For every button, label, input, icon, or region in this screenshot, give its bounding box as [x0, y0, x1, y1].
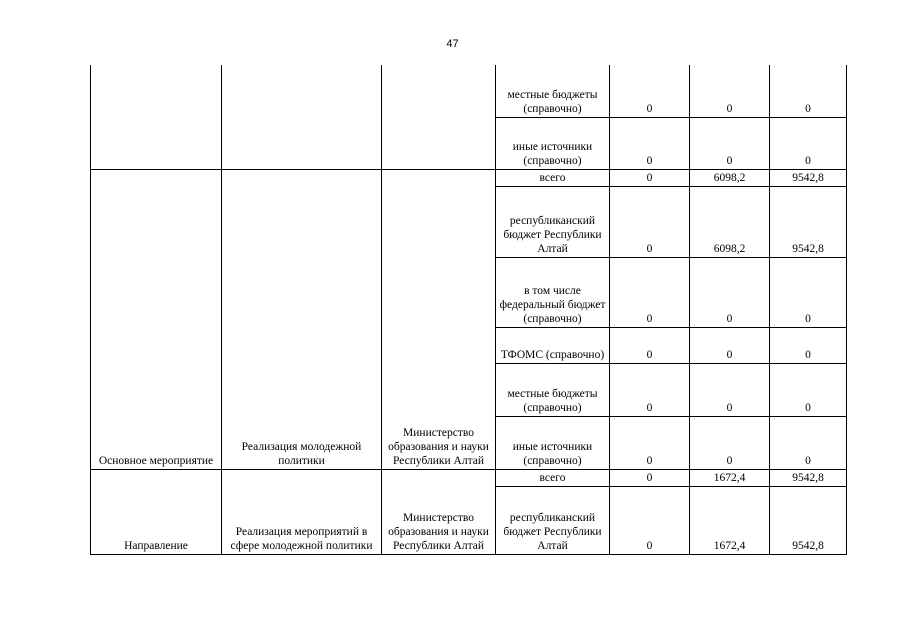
value-cell: 0 [610, 186, 690, 257]
value-cell: 6098,2 [690, 169, 770, 186]
page-number: 47 [446, 38, 459, 50]
value-cell: 1672,4 [690, 486, 770, 554]
value-cell: 0 [610, 327, 690, 363]
value-cell: 0 [610, 257, 690, 327]
value-cell: 0 [690, 117, 770, 169]
value-cell: 9542,8 [770, 169, 847, 186]
funding-source-cell: республиканский бюджет Республики Алтай [496, 186, 610, 257]
table-row [91, 469, 847, 486]
value-cell: 0 [770, 416, 847, 469]
value-cell: 0 [690, 257, 770, 327]
value-cell: 0 [770, 65, 847, 117]
value-cell: 0 [770, 117, 847, 169]
table-row [91, 65, 847, 117]
funding-source-cell: местные бюджеты (справочно) [496, 65, 610, 117]
value-cell: 9542,8 [770, 469, 847, 486]
value-cell: 0 [690, 327, 770, 363]
activity-type-cell: Направление [91, 469, 222, 554]
value-cell: 0 [690, 363, 770, 416]
value-cell: 0 [770, 363, 847, 416]
funding-source-cell: республиканский бюджет Республики Алтай [496, 486, 610, 554]
value-cell: 0 [770, 327, 847, 363]
funding-source-cell: местные бюджеты (справочно) [496, 363, 610, 416]
activity-type-cell [91, 65, 222, 169]
value-cell: 9542,8 [770, 186, 847, 257]
funding-source-cell: в том числе федеральный бюджет (справочно) [496, 257, 610, 327]
funding-source-cell: всего [496, 169, 610, 186]
value-cell: 0 [690, 416, 770, 469]
activity-type-cell: Основное мероприятие [91, 169, 222, 469]
executor-cell: Министерство образования и науки Республики Алтай [382, 169, 496, 469]
activity-name-cell: Реализация молодежной политики [222, 169, 382, 469]
budget-table [90, 65, 847, 555]
value-cell: 0 [610, 416, 690, 469]
value-cell: 0 [610, 65, 690, 117]
funding-source-cell: всего [496, 469, 610, 486]
funding-source-cell: иные источники (справочно) [496, 416, 610, 469]
value-cell: 0 [610, 169, 690, 186]
value-cell: 0 [610, 117, 690, 169]
activity-name-cell: Реализация мероприятий в сфере молодежной политики [222, 469, 382, 554]
table-row [91, 169, 847, 186]
value-cell: 0 [610, 469, 690, 486]
value-cell: 0 [770, 257, 847, 327]
value-cell: 0 [610, 486, 690, 554]
value-cell: 1672,4 [690, 469, 770, 486]
value-cell: 0 [610, 363, 690, 416]
value-cell: 0 [690, 65, 770, 117]
executor-cell [382, 65, 496, 169]
value-cell: 9542,8 [770, 486, 847, 554]
funding-source-cell: иные источники (справочно) [496, 117, 610, 169]
executor-cell: Министерство образования и науки Республики Алтай [382, 469, 496, 554]
value-cell: 6098,2 [690, 186, 770, 257]
activity-name-cell [222, 65, 382, 169]
funding-source-cell: ТФОМС (справочно) [496, 327, 610, 363]
